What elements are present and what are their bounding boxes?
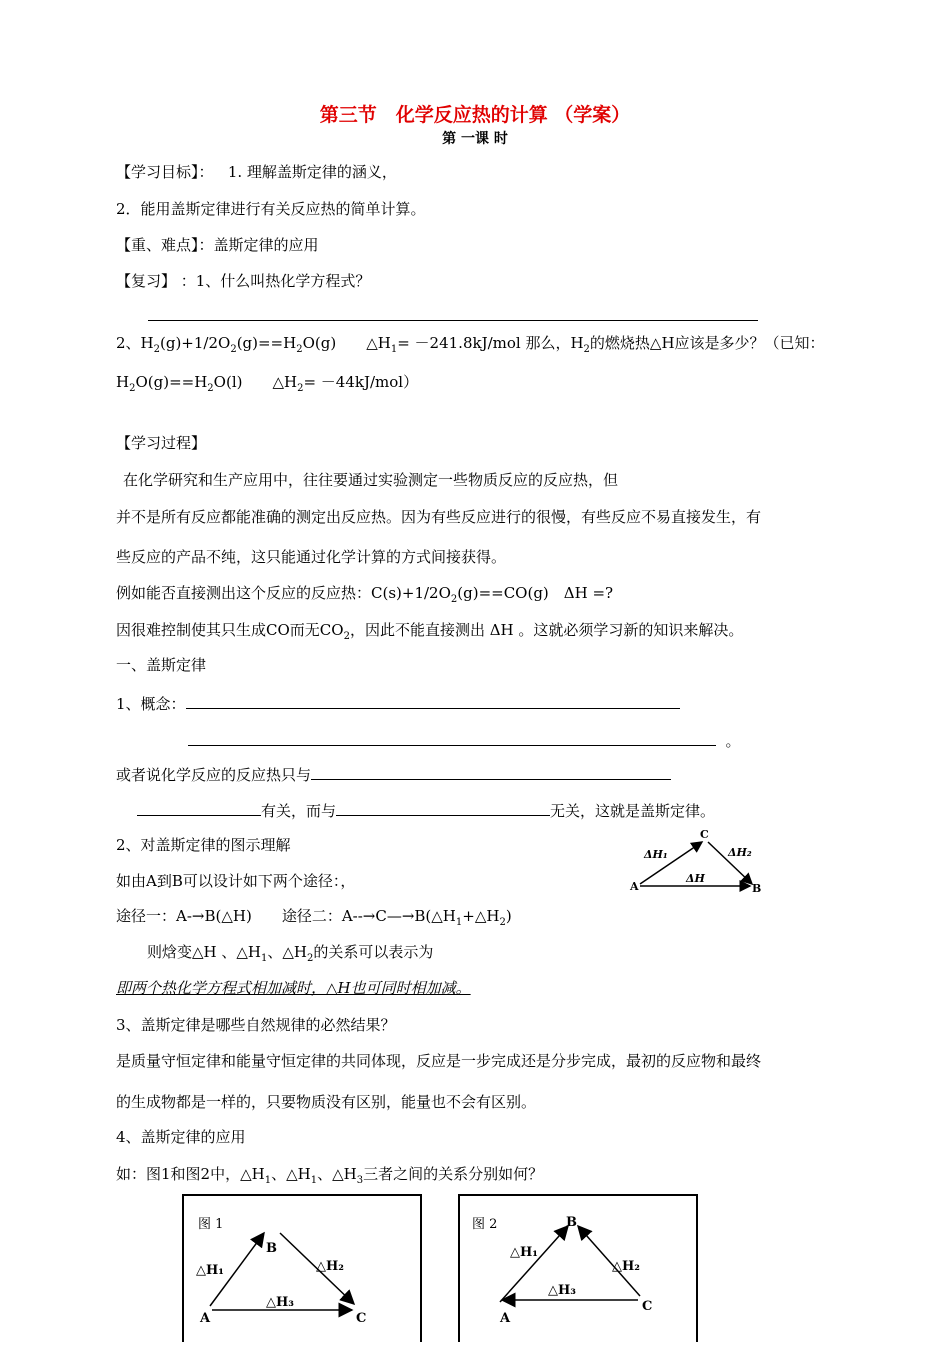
fig2-label-a: A	[500, 1311, 511, 1326]
fig1-label-b: B	[266, 1241, 277, 1256]
figure-1-label: 图 1	[198, 1217, 224, 1232]
from-a-to-b: 如由A到B可以设计如下两个途径：，	[116, 872, 356, 890]
related-blank[interactable]	[137, 799, 261, 816]
fig1-label-dh2: △H₂	[316, 1259, 344, 1274]
fig1-label-a: A	[200, 1311, 211, 1326]
answer-3-line-2: 的生成物都是一样的，只要物质没有区别，能量也不会有区别。	[116, 1093, 537, 1111]
enthalpy-relation: 则焓变△H 、$\triangle H_1$、$\triangle H_2$的关系可以表示为	[147, 943, 434, 964]
review-question-2: 2、$H_2(g)+1/2O_2(g)==H_2O(g)$ $\triangle H_1= -241.8kJ/mol$ 那么，$H_2$的燃烧热△H应该是多少？（已知：	[116, 334, 825, 355]
concept-blank-1[interactable]	[186, 692, 680, 709]
unrelated-blank[interactable]	[336, 799, 550, 816]
fig1-label-dh3: △H₃	[266, 1295, 294, 1310]
process-paragraph-1: 在化学研究和生产应用中，往往要通过实验测定一些物质反应的反应热，但	[123, 471, 619, 489]
goal-item-1: 1. 理解盖斯定律的涵义，	[227, 163, 397, 181]
fig2-label-c: C	[642, 1299, 653, 1314]
question-3: 3、盖斯定律是哪些自然规律的必然结果？	[116, 1016, 396, 1034]
label-dh1: ΔH₁	[644, 848, 668, 861]
goal-item-2: 2．能用盖斯定律进行有关反应热的简单计算。	[116, 200, 426, 218]
label-c: C	[700, 828, 709, 841]
fig2-label-dh3: △H₃	[548, 1283, 576, 1298]
figure-2	[458, 1194, 698, 1342]
fig2-label-dh2: △H₂	[612, 1259, 640, 1274]
concept-blank-2[interactable]	[188, 729, 716, 746]
hess-law-statement: 有关，而与 无关，这就是盖斯定律。	[137, 799, 715, 821]
graph-heading: 2、对盖斯定律的图示理解	[116, 836, 291, 854]
page-subtitle: 第 一课 时	[442, 131, 508, 147]
question-4: 4、盖斯定律的应用	[116, 1128, 246, 1146]
figure-1	[182, 1194, 422, 1342]
process-paragraph-4: 例如能否直接测出这个反应的反应热：$C(s)+1/2O_2(g)==CO(g)$ ΔH =?	[116, 584, 614, 605]
process-paragraph-5: 因很难控制使其只生成CO而无$CO_2$，因此不能直接测出 ΔH 。这就必须学习新的知识来解决。	[116, 621, 744, 642]
review-question-2-known: $H_2O(g)==H_2O(l)$ $\triangle H_2= -44kJ/mol$）	[116, 373, 419, 394]
example-question: 如：图1和图2中，$\triangle H_1$、$\triangle H_1$、$\triangle H_3$三者之间的关系分别如何？	[116, 1165, 544, 1186]
fig2-label-b: B	[566, 1215, 577, 1230]
learning-goals	[116, 162, 397, 182]
page-title: 第三节 化学反应热的计算 （学案）	[319, 104, 631, 126]
answer-3-line-1: 是质量守恒定律和能量守恒定律的共同体现，反应是一步完成还是分步完成，最初的反应物和最终	[116, 1052, 762, 1070]
process-paragraph-2: 并不是所有反应都能准确的测定出反应热。因为有些反应进行的很慢，有些反应不易直接发生，有	[116, 508, 762, 526]
section-1-heading: 一、盖斯定律	[116, 656, 207, 674]
or-say-blank[interactable]	[311, 763, 671, 780]
process-paragraph-3: 些反应的产品不纯，这只能通过化学计算的方式间接获得。	[116, 548, 507, 566]
hess-triangle-diagram	[628, 826, 764, 896]
fig2-label-dh1: △H₁	[510, 1245, 538, 1260]
key-points: 【重、难点】：盖斯定律的应用	[116, 236, 319, 254]
concept-line-2: 。	[188, 729, 741, 751]
fig1-label-dh1: △H₁	[196, 1263, 224, 1278]
or-say-line: 或者说化学反应的反应热只与	[116, 763, 671, 785]
goals-label: 【学习目标】：	[116, 163, 214, 181]
process-heading: 【学习过程】	[116, 434, 207, 452]
two-paths: 途径一：A-→B(△H) 途径二：$A--\to C—\to B(\triangle H_1+\triangle H_2)$	[116, 907, 512, 928]
answer-blank-line[interactable]	[148, 320, 758, 321]
figure-2-label: 图 2	[472, 1217, 498, 1232]
fig1-label-c: C	[356, 1311, 367, 1326]
label-a: A	[630, 880, 639, 893]
label-dh2: ΔH₂	[728, 846, 752, 859]
italic-note: 即两个热化学方程式相加减时，△H也可同时相加减。	[116, 979, 471, 997]
concept-line: 1、概念：	[116, 692, 680, 714]
label-b: B	[752, 882, 762, 895]
review-question-1: 【复习】 ：1、什么叫热化学方程式？	[116, 272, 371, 290]
label-dh: ΔH	[686, 872, 705, 885]
